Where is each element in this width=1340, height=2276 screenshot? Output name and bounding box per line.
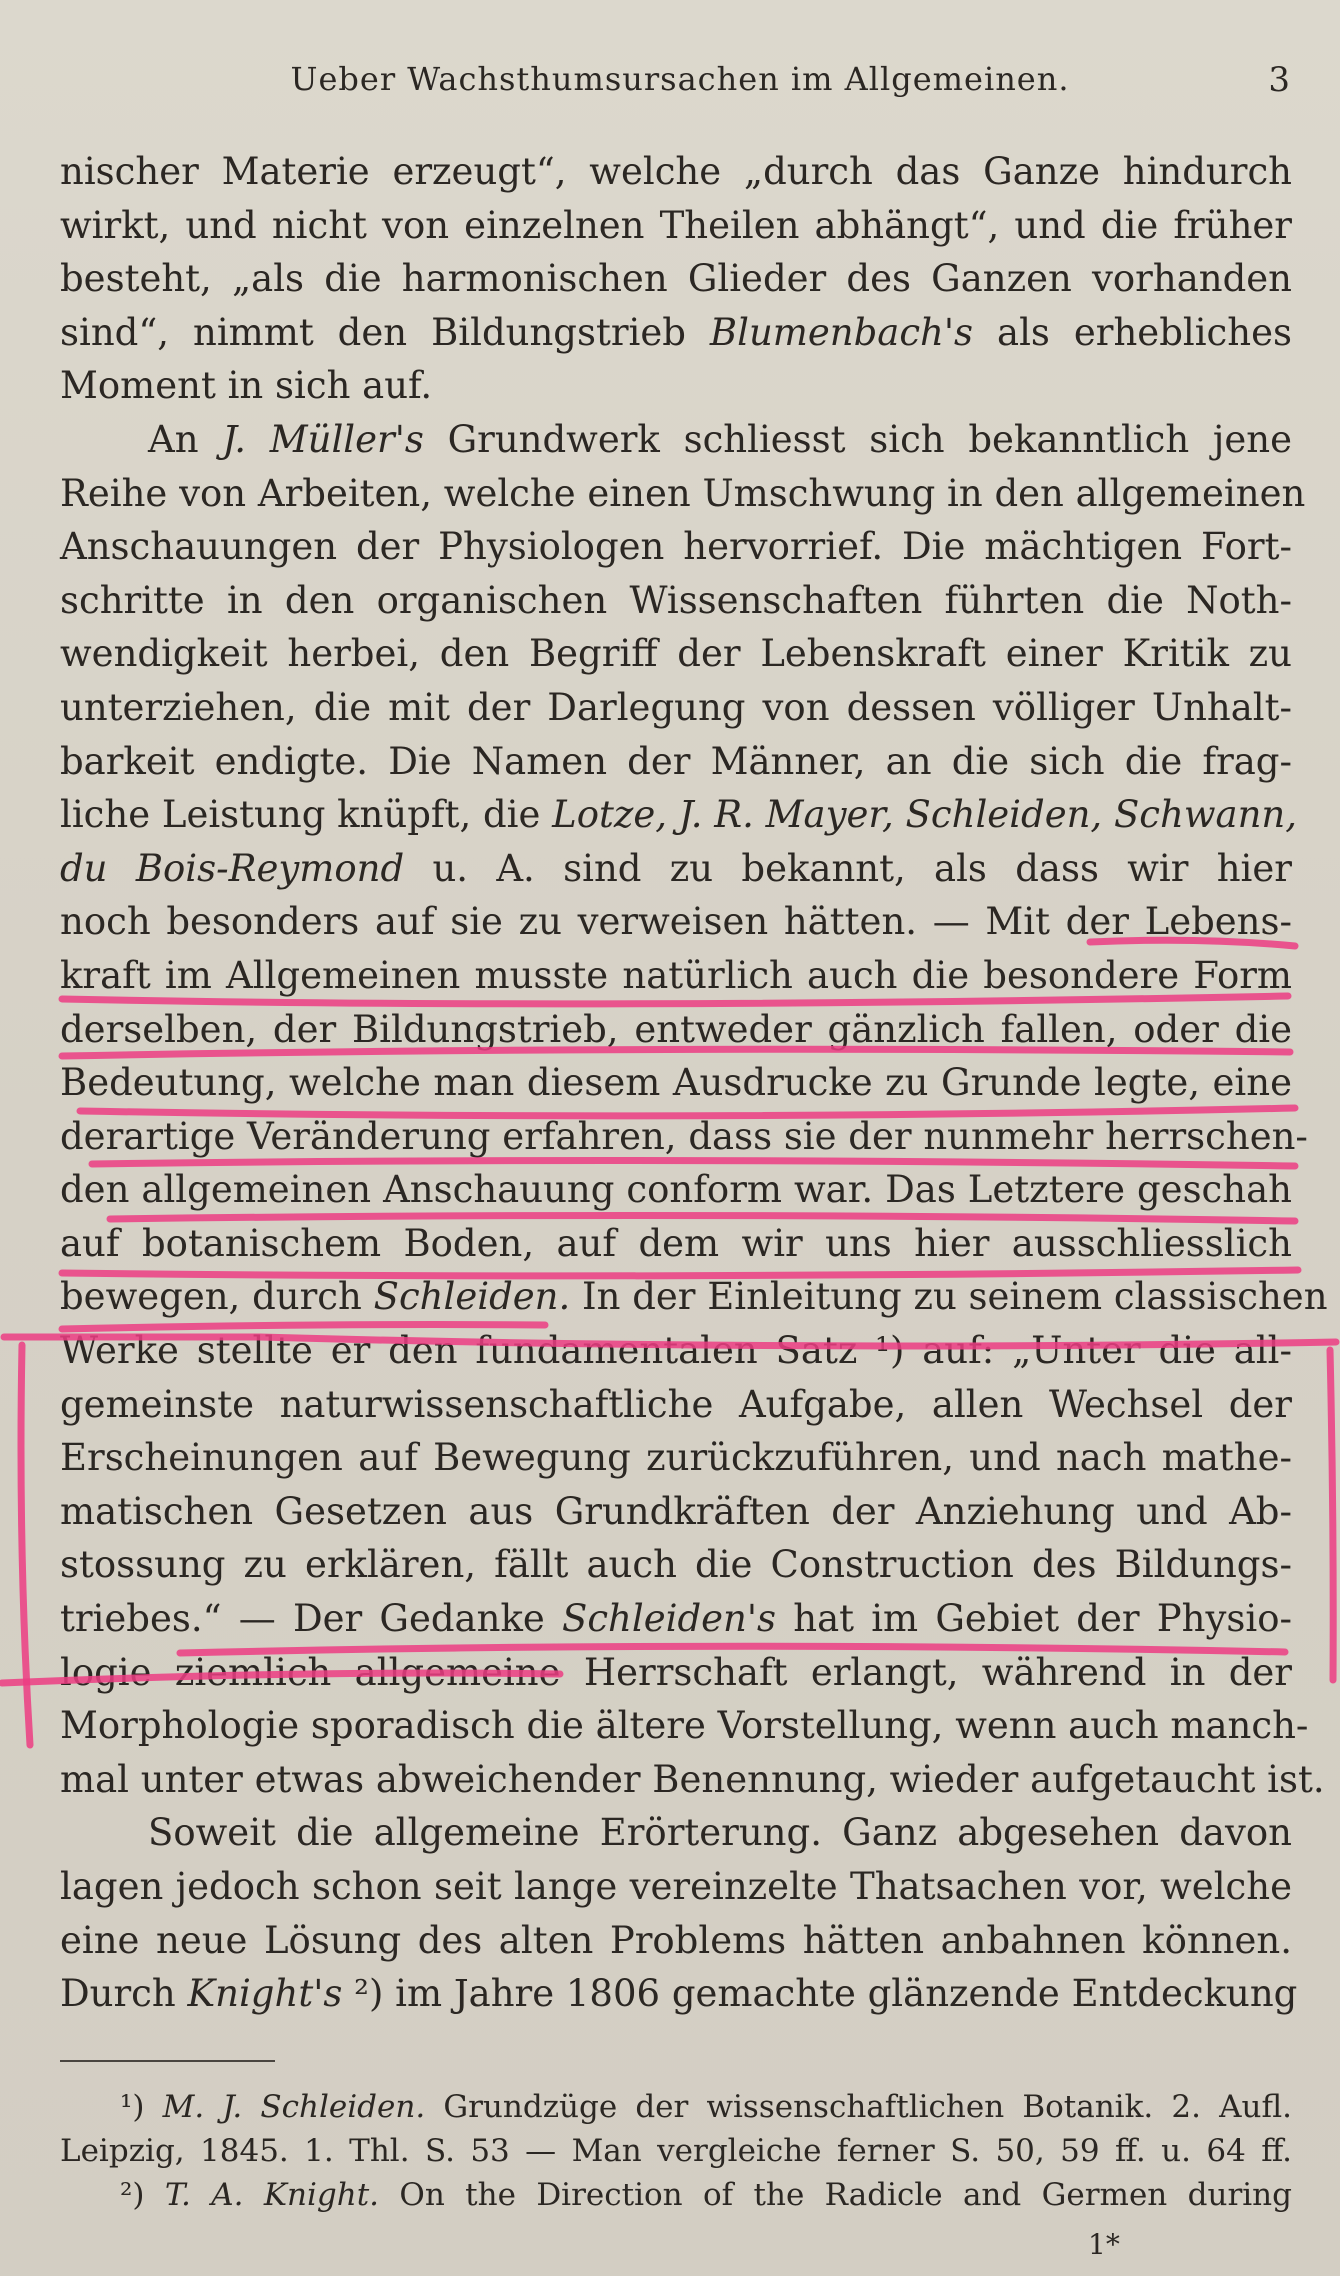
text-segment: als erhebliches bbox=[973, 310, 1292, 354]
italic-name: Lotze, J. R. Mayer, Schleiden, Schwann, bbox=[552, 793, 1297, 837]
text-line: Soweit die allgemeine Erörterung. Ganz abgesehen davon bbox=[148, 1811, 1292, 1855]
main-text bbox=[60, 145, 1328, 2021]
italic-name: J. Müller's bbox=[222, 417, 424, 461]
footnotes bbox=[60, 2085, 1292, 2217]
text-line bbox=[60, 1592, 1292, 1646]
text-segment: sind“, nimmt den Bildungstrieb bbox=[60, 310, 710, 354]
text-segment: An bbox=[148, 417, 223, 461]
footnote-rule bbox=[60, 2060, 275, 2062]
text-line bbox=[60, 306, 1292, 360]
footnote-1-text: Grundzüge der wissenschaftlichen Botanik. 2. Aufl. bbox=[425, 2089, 1292, 2125]
text-line: nischer Materie erzeugt“, welche „durch das Ganze hindurch bbox=[60, 150, 1292, 193]
text-line: unterziehen, die mit der Darlegung von dessen völliger Unhalt- bbox=[60, 685, 1292, 729]
text-segment: liche Leistung knüpft, die bbox=[60, 793, 553, 837]
text-segment: triebes.“ — Der Gedanke bbox=[60, 1597, 562, 1641]
text-line: gemeinste naturwissenschaftliche Aufgabe, allen Wechsel der bbox=[60, 1382, 1292, 1426]
text-line: noch besonders auf sie zu verweisen hätten. — Mit der Lebens- bbox=[60, 900, 1292, 944]
text-line: barkeit endigte. Die Namen der Männer, an die sich die frag- bbox=[60, 739, 1292, 783]
text-line: Erscheinungen auf Bewegung zurückzuführen, und nach mathe- bbox=[60, 1436, 1292, 1480]
text-segment: bewegen, durch bbox=[60, 1275, 374, 1319]
italic-name: Schleiden. bbox=[373, 1275, 571, 1319]
italic-name: Blumenbach's bbox=[709, 310, 974, 354]
running-title: Ueber Wachsthumsursachen im Allgemeinen. bbox=[290, 60, 1070, 98]
text-line: kraft im Allgemeinen musste natürlich auch die besondere Form bbox=[60, 953, 1292, 997]
footnote-2 bbox=[60, 2173, 1292, 2217]
text-line: derartige Veränderung erfahren, dass sie der nunmehr herrschen- bbox=[60, 1114, 1308, 1158]
text-segment: hat im Gebiet der Physio- bbox=[776, 1597, 1293, 1641]
italic-name: du Bois-Reymond bbox=[60, 846, 405, 890]
text-segment: ²) im Jahre 1806 gemachte glänzende Entdeckung bbox=[342, 1972, 1298, 2016]
signature-mark: 1* bbox=[1088, 2228, 1120, 2261]
text-line: Reihe von Arbeiten, welche einen Umschwung in den allgemeinen bbox=[60, 471, 1306, 515]
text-line: Moment in sich auf. bbox=[60, 364, 433, 408]
text-line bbox=[60, 1270, 1328, 1324]
italic-name: Schleiden's bbox=[561, 1597, 777, 1641]
text-line bbox=[60, 788, 1297, 842]
footnote-2-author: T. A. Knight. bbox=[164, 2177, 380, 2213]
text-line: Bedeutung, welche man diesem Ausdrucke zu Grunde legte, eine bbox=[60, 1061, 1292, 1105]
text-line: lagen jedoch schon seit lange vereinzelte Thatsachen vor, welche bbox=[60, 1865, 1292, 1908]
text-line: Morphologie sporadisch die ältere Vorstellung, wenn auch manch- bbox=[60, 1704, 1309, 1748]
text-line bbox=[60, 1967, 1298, 2021]
text-line: mal unter etwas abweichender Benennung, wieder aufgetaucht ist. bbox=[60, 1757, 1325, 1801]
text-line: wirkt, und nicht von einzelnen Theilen abhängt“, und die früher bbox=[60, 203, 1292, 247]
text-line bbox=[60, 842, 1292, 896]
text-line: eine neue Lösung des alten Problems hätten anbahnen können. bbox=[60, 1918, 1292, 1962]
footnote-1-continuation: Leipzig, 1845. 1. Thl. S. 53 — Man vergleiche ferner S. 50, 59 ff. u. 64 ff. bbox=[60, 2133, 1292, 2169]
footnote-1-author: M. J. Schleiden. bbox=[162, 2089, 426, 2125]
text-segment: u. A. sind zu bekannt, als dass wir hier bbox=[404, 846, 1292, 890]
text-line: Anschauungen der Physiologen hervorrief. Die mächtigen Fort- bbox=[60, 525, 1292, 569]
text-line: den allgemeinen Anschauung conform war. Das Letztere geschah bbox=[60, 1168, 1292, 1212]
text-line: wendigkeit herbei, den Begriff der Lebenskraft einer Kritik zu bbox=[60, 632, 1292, 676]
page-number: 3 bbox=[1268, 60, 1290, 100]
text-line: matischen Gesetzen aus Grundkräften der Anziehung und Ab- bbox=[60, 1489, 1292, 1533]
text-line: auf botanischem Boden, auf dem wir uns hier ausschliesslich bbox=[60, 1221, 1292, 1265]
text-line: schritte in den organischen Wissenschaften führten die Noth- bbox=[60, 578, 1292, 622]
text-line bbox=[60, 413, 1292, 467]
italic-name: Knight's bbox=[187, 1972, 343, 2016]
text-segment: In der Einleitung zu seinem classischen bbox=[570, 1275, 1328, 1319]
text-line: besteht, „als die harmonischen Glieder des Ganzen vorhanden bbox=[60, 257, 1292, 301]
footnote-2-marker: ²) bbox=[120, 2177, 165, 2213]
text-segment: Grundwerk schliesst sich bekanntlich jene bbox=[423, 417, 1292, 461]
footnote-2-text: On the Direction of the Radicle and Germen during bbox=[379, 2177, 1292, 2213]
text-segment: Durch bbox=[60, 1972, 188, 2016]
text-line: derselben, der Bildungstrieb, entweder gänzlich fallen, oder die bbox=[60, 1007, 1292, 1051]
footnote-1 bbox=[60, 2085, 1292, 2129]
text-line: stossung zu erklären, fällt auch die Construction des Bildungs- bbox=[60, 1543, 1292, 1587]
bracket-right bbox=[1330, 1350, 1333, 1680]
text-line: Werke stellte er den fundamentalen Satz ¹) auf: „Unter die all- bbox=[60, 1329, 1292, 1373]
footnote-1-marker: ¹) bbox=[120, 2089, 163, 2125]
bracket-left bbox=[21, 1345, 30, 1745]
text-line: logie ziemlich allgemeine Herrschaft erlangt, während in der bbox=[60, 1650, 1292, 1694]
